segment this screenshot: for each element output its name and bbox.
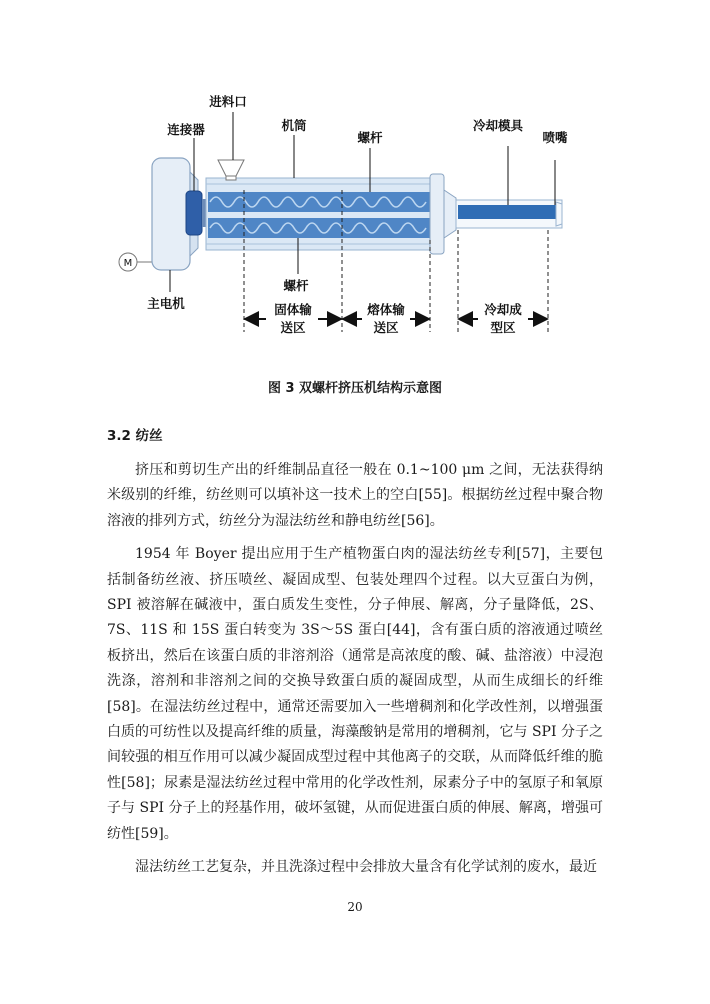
zone3-line1: 冷却成 [484,302,522,317]
zone1-line2: 送区 [280,320,306,335]
zone2-line1: 熔体输 [367,302,405,317]
screw-lower [208,218,430,238]
label-main-motor: 主电机 [147,296,185,311]
cooling-die [458,205,556,219]
main-motor [152,158,190,270]
paragraph: 湿法纺丝工艺复杂，并且洗涤过程中会排放大量含有化学试剂的废水，最近 [135,859,597,876]
section-heading: 3.2 纺丝 [107,428,163,444]
paragraph: 1954 年 Boyer 提出应用于生产植物蛋白肉的湿法纺丝专利[57]，主要包括制备纺丝液、挤压喷丝、凝固成型、包装处理四个过程。以大豆蛋白为例，SPI 被溶解在碱液中，蛋白质发生变性，分子伸展、解离，分子量降低，2S、7S、11S 和 15S 蛋白转变为 3S～5S 蛋白[44]，含有蛋白质的溶液通过喷丝板挤出，然后在该蛋白质的非溶剂浴（通常是高浓度的酸、碱、盐溶液）中浸泡洗涤，溶剂和非溶剂之间的交换导致蛋白质的凝固成型，从而生成细长的纤维[58]。在湿法纺丝过程中，通常还需要加入一些增稠剂和化学改性剂，以增强蛋白质的可纺性以及提高纤维的质量，海藻酸钠是常用的增稠剂，它与 SPI 分子之间较强的相互作用可以减少凝固成型过程中其他离子的交联，从而降低纤维的脆性[58]；尿素是湿法纺丝过程中常用的化学改性剂，尿素分子中的氢原子和氧原子与 SPI 分子上的羟基作用，破坏氢键，从而促进蛋白质的伸展、解离，增强可纺性[59]。 [107,546,603,842]
barrel [206,178,432,250]
motor-symbol-label: M [123,258,133,269]
label-screw-bottom: 螺杆 [283,278,309,293]
connector [186,191,202,235]
zone1-line1: 固体输 [274,302,312,317]
page-number: 20 [347,900,363,914]
zone2-line2: 送区 [373,320,399,335]
extruder-figure [100,80,620,360]
barrel-end-plate [430,174,444,254]
extruder-diagram [100,80,620,360]
label-nozzle: 喷嘴 [542,130,568,145]
label-inlet: 进料口 [209,94,247,109]
label-barrel: 机筒 [281,118,307,133]
screw-upper [208,192,430,212]
figure-caption: 图 3 双螺杆挤压机结构示意图 [267,381,443,396]
label-cooling-die: 冷却模具 [472,118,524,133]
label-screw-top: 螺杆 [357,130,383,145]
body-text [107,458,603,881]
label-connector: 连接器 [167,122,205,137]
paragraph: 挤压和剪切生产出的纤维制品直径一般在 0.1~100 μm 之间，无法获得纳米级别的纤维，纺丝则可以填补这一技术上的空白[55]。根据纺丝过程中聚合物溶液的排列方式，纺丝分为湿法纺丝和静电纺丝[56]。 [107,462,603,529]
inlet-hopper [218,160,244,176]
zone3-line2: 型区 [490,320,516,335]
